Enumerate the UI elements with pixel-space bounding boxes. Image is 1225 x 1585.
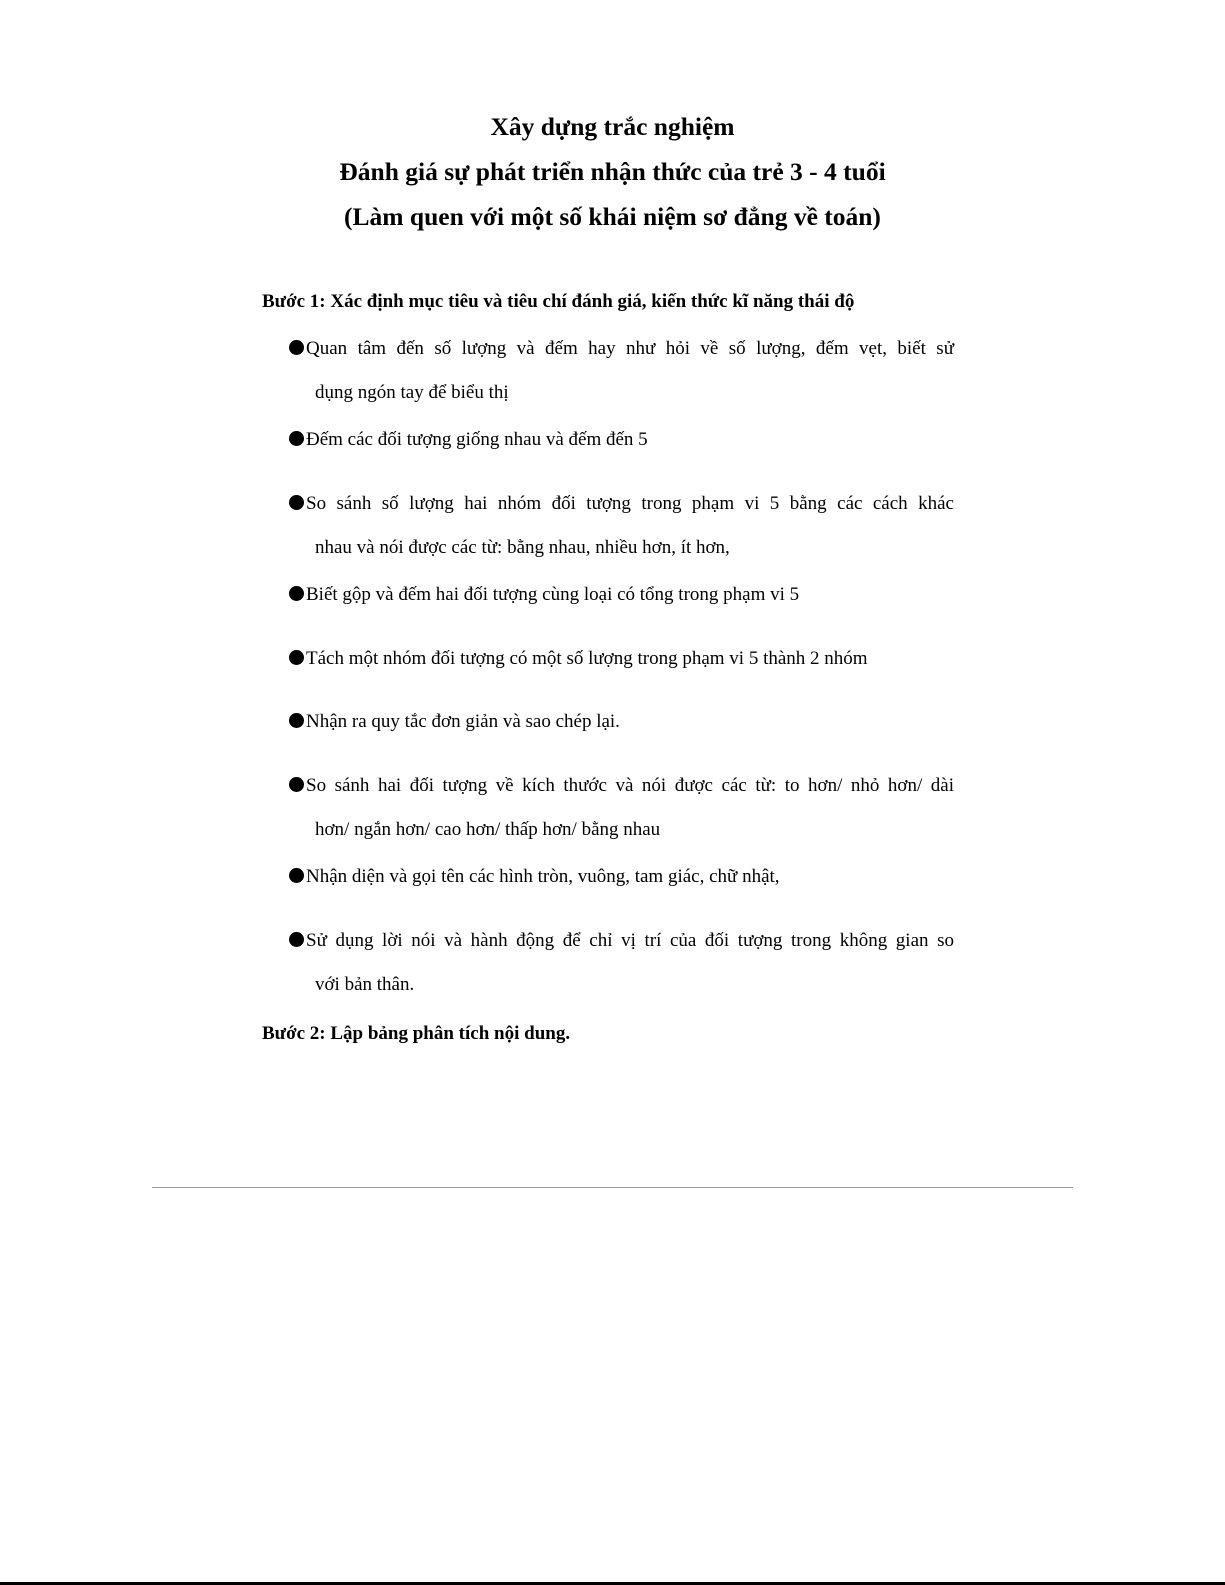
step1-heading: Bước 1: Xác định mục tiêu và tiêu chí đánh giá, kiến thức kĩ năng thái độ — [262, 291, 855, 312]
bullet-icon — [289, 340, 304, 355]
list-item-text-continued: dụng ngón tay để biểu thị — [315, 381, 509, 403]
list-item — [289, 700, 954, 744]
list-item-text: Biết gộp và đếm hai đối tượng cùng loại có tổng trong phạm vi 5 — [306, 584, 800, 605]
list-item — [289, 764, 954, 851]
bullet-icon — [289, 777, 304, 792]
document-subtitle-parenthetical: (Làm quen với một số khái niệm sơ đẳng về toán) — [344, 202, 881, 231]
bullet-icon — [289, 586, 304, 601]
list-item — [289, 418, 954, 462]
list-item — [289, 573, 954, 617]
list-item — [289, 855, 954, 899]
list-item-text-continued: với bản thân. — [315, 973, 415, 995]
list-item-text: Nhận diện và gọi tên các hình tròn, vuông, tam giác, chữ nhật, — [306, 866, 780, 887]
page-divider — [152, 1187, 1073, 1188]
bullet-icon — [289, 868, 304, 883]
list-item-text: So sánh số lượng hai nhóm đối tượng trong phạm vi 5 bằng các cách khác — [306, 493, 954, 514]
list-item — [289, 637, 954, 681]
bullet-icon — [289, 431, 304, 446]
bullet-icon — [289, 932, 304, 947]
list-item-text-continued: nhau và nói được các từ: bằng nhau, nhiều hơn, ít hơn, — [315, 536, 730, 558]
list-item-text-continued: hơn/ ngắn hơn/ cao hơn/ thấp hơn/ bằng nhau — [315, 818, 661, 840]
list-item — [289, 327, 954, 414]
bullet-icon — [289, 495, 304, 510]
list-item-text: Quan tâm đến số lượng và đếm hay như hỏi về số lượng, đếm vẹt, biết sử — [306, 338, 954, 359]
list-item — [289, 482, 954, 569]
list-item-text: Sử dụng lời nói và hành động để chỉ vị trí của đối tượng trong không gian so — [306, 930, 954, 951]
list-item-text: Tách một nhóm đối tượng có một số lượng trong phạm vi 5 thành 2 nhóm — [306, 648, 868, 669]
list-item-text: Nhận ra quy tắc đơn giản và sao chép lại. — [306, 711, 620, 732]
document-title: Xây dựng trắc nghiệm — [490, 112, 735, 141]
document-title-block — [0, 104, 1225, 239]
bullet-icon — [289, 713, 304, 728]
list-item-text: So sánh hai đối tượng về kích thước và nói được các từ: to hơn/ nhỏ hơn/ dài — [306, 775, 954, 796]
document-subtitle: Đánh giá sự phát triển nhận thức của trẻ 3 - 4 tuổi — [339, 157, 886, 186]
list-item — [289, 919, 954, 1006]
list-item-text: Đếm các đối tượng giống nhau và đếm đến 5 — [306, 429, 648, 450]
bullet-icon — [289, 650, 304, 665]
step2-heading: Bước 2: Lập bảng phân tích nội dung. — [262, 1023, 571, 1044]
